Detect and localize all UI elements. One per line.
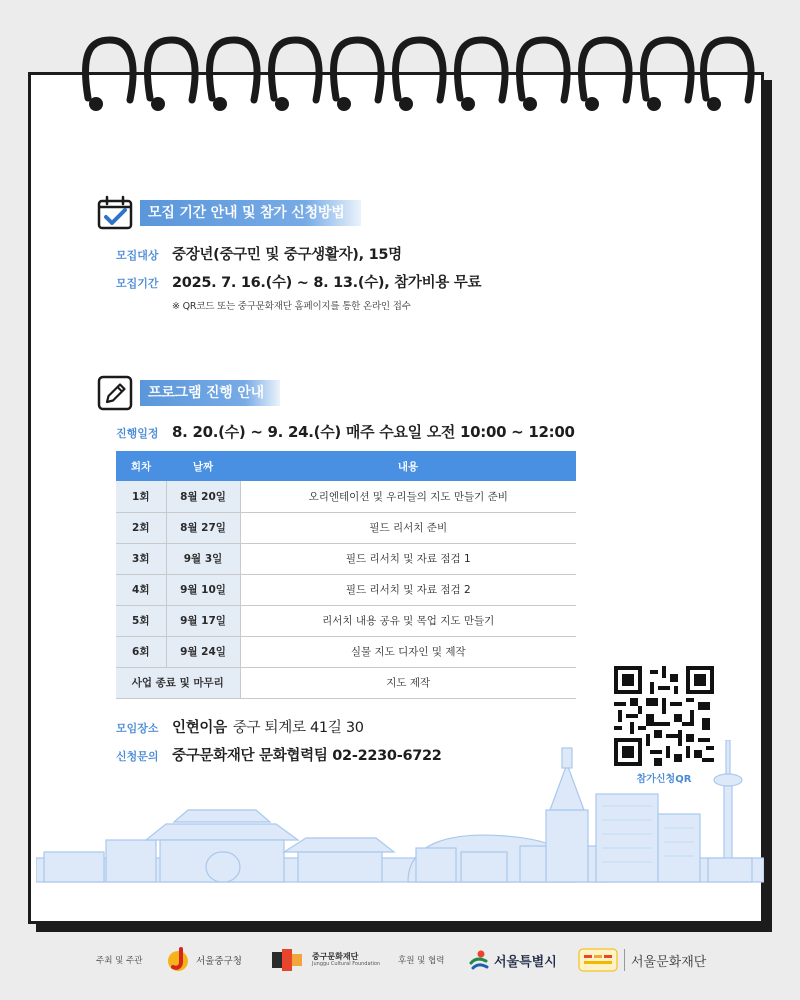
place-address: 중구 퇴계로 41길 30 <box>232 720 364 736</box>
header-date: 날짜 <box>166 451 240 481</box>
recruit-period-row <box>116 271 481 292</box>
table-row <box>116 512 576 543</box>
wrapup-label-cell: 사업 종료 및 마무리 <box>116 667 240 698</box>
content-cell: 리서치 내용 공유 및 목업 지도 만들기 <box>240 605 576 636</box>
junggu-foundation-sub: Junggu Cultural Foundation <box>312 960 381 967</box>
junggu-foundation-name: 중구문화재단 <box>312 951 359 961</box>
recruit-section-title: 모집 기간 안내 및 참가 신청방법 <box>140 200 361 226</box>
seoul-foundation-emblem-icon <box>578 947 618 973</box>
table-header-row <box>116 451 576 481</box>
content-cell: 필드 리서치 및 자료 점검 1 <box>240 543 576 574</box>
logo-divider <box>624 949 625 971</box>
date-cell: 9월 17일 <box>166 605 240 636</box>
junggu-office-logo <box>166 940 242 980</box>
pencil-icon <box>96 374 136 412</box>
wrapup-content-cell: 지도 제작 <box>240 667 576 698</box>
table-row <box>116 636 576 667</box>
seoul-foundation-logo <box>578 940 706 980</box>
junggu-office-name: 서울중구청 <box>196 956 242 967</box>
schedule-label: 진행일정 <box>116 427 159 440</box>
table-row <box>116 574 576 605</box>
program-section-header <box>96 374 280 412</box>
junggu-foundation-logo <box>272 940 380 980</box>
program-schedule-row <box>116 421 575 442</box>
date-cell: 9월 24일 <box>166 636 240 667</box>
table-row-wrapup <box>116 667 576 698</box>
content-cell: 실물 지도 디자인 및 제작 <box>240 636 576 667</box>
schedule-value: 8. 20.(수) ~ 9. 24.(수) 매주 수요일 오전 10:00 ~ 12:00 <box>172 423 575 441</box>
period-label: 모집기간 <box>116 277 159 290</box>
host-label: 주최 및 주관 <box>96 956 143 966</box>
round-cell: 4회 <box>116 574 166 605</box>
venue-row <box>116 716 364 737</box>
seoul-foundation-name: 서울문화재단 <box>631 954 707 970</box>
header-round: 회차 <box>116 451 166 481</box>
application-qr-code[interactable] <box>614 666 714 766</box>
recruit-section-header <box>96 194 361 232</box>
place-name: 인현이음 <box>172 720 227 736</box>
date-cell: 8월 27일 <box>166 512 240 543</box>
date-cell: 9월 3일 <box>166 543 240 574</box>
period-value: 2025. 7. 16.(수) ~ 8. 13.(수), 참가비용 무료 <box>172 275 482 291</box>
contact-label: 신청문의 <box>116 750 159 763</box>
round-cell: 6회 <box>116 636 166 667</box>
seoul-city-name: 서울특별시 <box>494 954 557 970</box>
target-value: 중장년(중구민 및 중구생활자), 15명 <box>172 247 402 263</box>
table-row <box>116 605 576 636</box>
junggu-office-icon <box>166 947 190 973</box>
junggu-foundation-icon <box>272 949 306 971</box>
table-row <box>116 481 576 512</box>
header-content: 내용 <box>240 451 576 481</box>
application-note: ※ QR코드 또는 중구문화재단 홈페이지를 통한 온라인 접수 <box>172 301 411 312</box>
support-label: 후원 및 협력 <box>398 956 445 966</box>
place-label: 모임장소 <box>116 722 159 735</box>
seoul-skyline-illustration <box>36 740 764 924</box>
seoul-city-icon <box>468 949 490 971</box>
round-cell: 3회 <box>116 543 166 574</box>
date-cell: 9월 10일 <box>166 574 240 605</box>
recruit-target-row <box>116 243 402 264</box>
target-label: 모집대상 <box>116 249 159 262</box>
content-cell: 필드 리서치 및 자료 점검 2 <box>240 574 576 605</box>
content-cell: 필드 리서치 준비 <box>240 512 576 543</box>
round-cell: 2회 <box>116 512 166 543</box>
round-cell: 5회 <box>116 605 166 636</box>
qr-caption: 참가신청QR <box>636 774 692 785</box>
date-cell: 8월 20일 <box>166 481 240 512</box>
content-cell: 오리엔테이션 및 우리들의 지도 만들기 준비 <box>240 481 576 512</box>
seoul-city-logo <box>468 940 557 980</box>
round-cell: 1회 <box>116 481 166 512</box>
table-row <box>116 543 576 574</box>
program-section-title: 프로그램 진행 안내 <box>140 380 280 406</box>
contact-value: 중구문화재단 문화협력팀 02-2230-6722 <box>172 748 442 764</box>
footer-sponsors <box>0 940 800 980</box>
calendar-check-icon <box>96 194 136 232</box>
schedule-table <box>116 451 576 699</box>
